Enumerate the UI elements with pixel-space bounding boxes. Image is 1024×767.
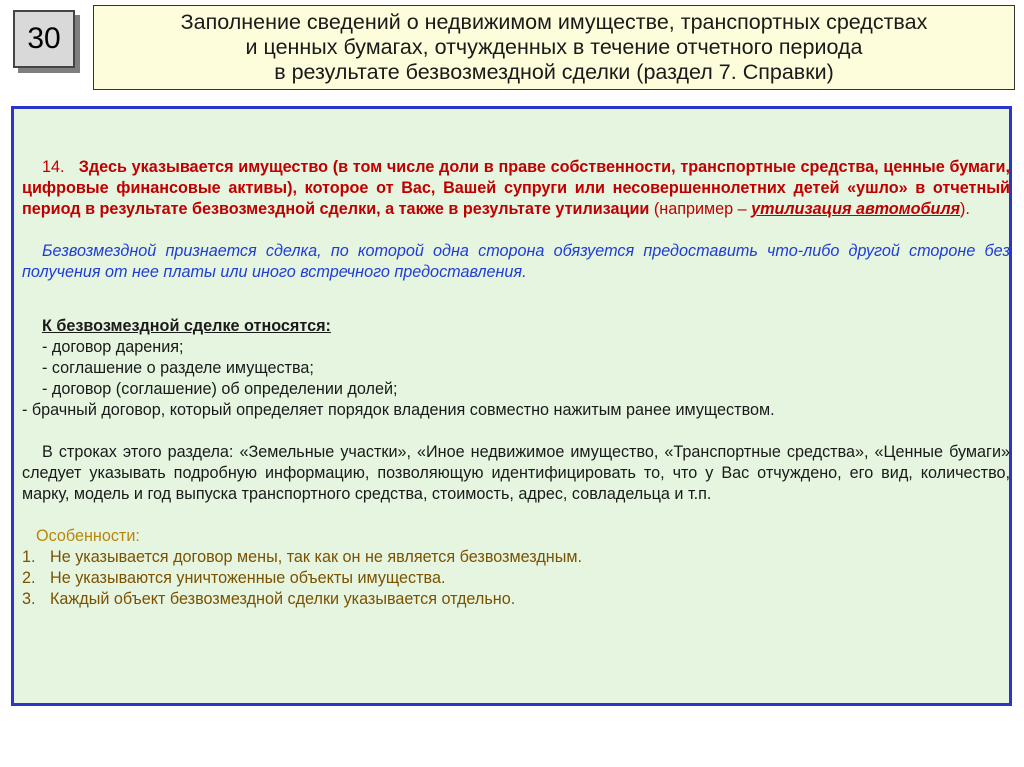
feature-number: 2. bbox=[22, 569, 36, 587]
feature-text: Каждый объект безвозмездной сделки указывается отдельно. bbox=[50, 590, 516, 608]
rows-paragraph: В строках этого раздела: «Земельные участки», «Иное недвижимое имущество, «Транспортные средства», «Ценные бумаги» следует указывать подробную информацию, позволяющую идентифицировать то, что у Вас отчуждено, его вид, количество, марку, модель и год выпуска транспортного средства, стоимость, адрес, совладельца и т.п. bbox=[22, 443, 1010, 503]
feature-text: Не указывается договор мены, так как он не является безвозмездным. bbox=[50, 548, 582, 566]
list-heading: К безвозмездной сделке относятся: bbox=[42, 317, 331, 335]
content-panel bbox=[11, 106, 1012, 706]
item-14-paragraph bbox=[22, 157, 1010, 220]
feature-item bbox=[22, 568, 1010, 589]
feature-item bbox=[22, 547, 1010, 568]
item-14-text: Здесь указывается имущество (в том числе доли в праве собственности, транспортные средства, ценные бумаги, цифровые финансовые активы), которое от Вас, Вашей супруги или несовершеннолетних детей «ушло» в отчетный период в результате безвозмездной сделки, а также в результате утилизации bbox=[22, 158, 1011, 218]
feature-number: 1. bbox=[22, 548, 36, 566]
item-14-example-suffix: ). bbox=[960, 200, 970, 218]
definition-paragraph: Безвозмездной признается сделка, по которой одна сторона обязуется предоставить что-либо другой стороне без получения от нее платы или иного встречного предоставления. bbox=[22, 242, 1010, 281]
title-line-1: Заполнение сведений о недвижимом имуществе, транспортных средствах bbox=[180, 10, 928, 34]
item-14-example-highlight: утилизация автомобиля bbox=[751, 200, 961, 218]
slide-number: 30 bbox=[13, 10, 75, 68]
title-line-3: в результате безвозмездной сделки (раздел 7. Справки) bbox=[274, 60, 834, 84]
list-item: - соглашение о разделе имущества; bbox=[42, 359, 314, 377]
list-item: - договор (соглашение) об определении долей; bbox=[42, 380, 398, 398]
feature-number: 3. bbox=[22, 590, 36, 608]
list-item: - брачный договор, который определяет порядок владения совместно нажитым ранее имуществом. bbox=[22, 401, 775, 419]
item-14-number: 14. bbox=[42, 158, 65, 176]
item-14-example-prefix: (например – bbox=[649, 200, 752, 218]
feature-item bbox=[22, 589, 1010, 610]
list-item: - договор дарения; bbox=[42, 338, 184, 356]
features-heading: Особенности: bbox=[36, 527, 140, 545]
feature-text: Не указываются уничтоженные объекты имущества. bbox=[50, 569, 446, 587]
slide-title bbox=[93, 5, 1015, 90]
title-line-2: и ценных бумагах, отчужденных в течение отчетного периода bbox=[245, 35, 863, 59]
content-text bbox=[22, 157, 1010, 610]
